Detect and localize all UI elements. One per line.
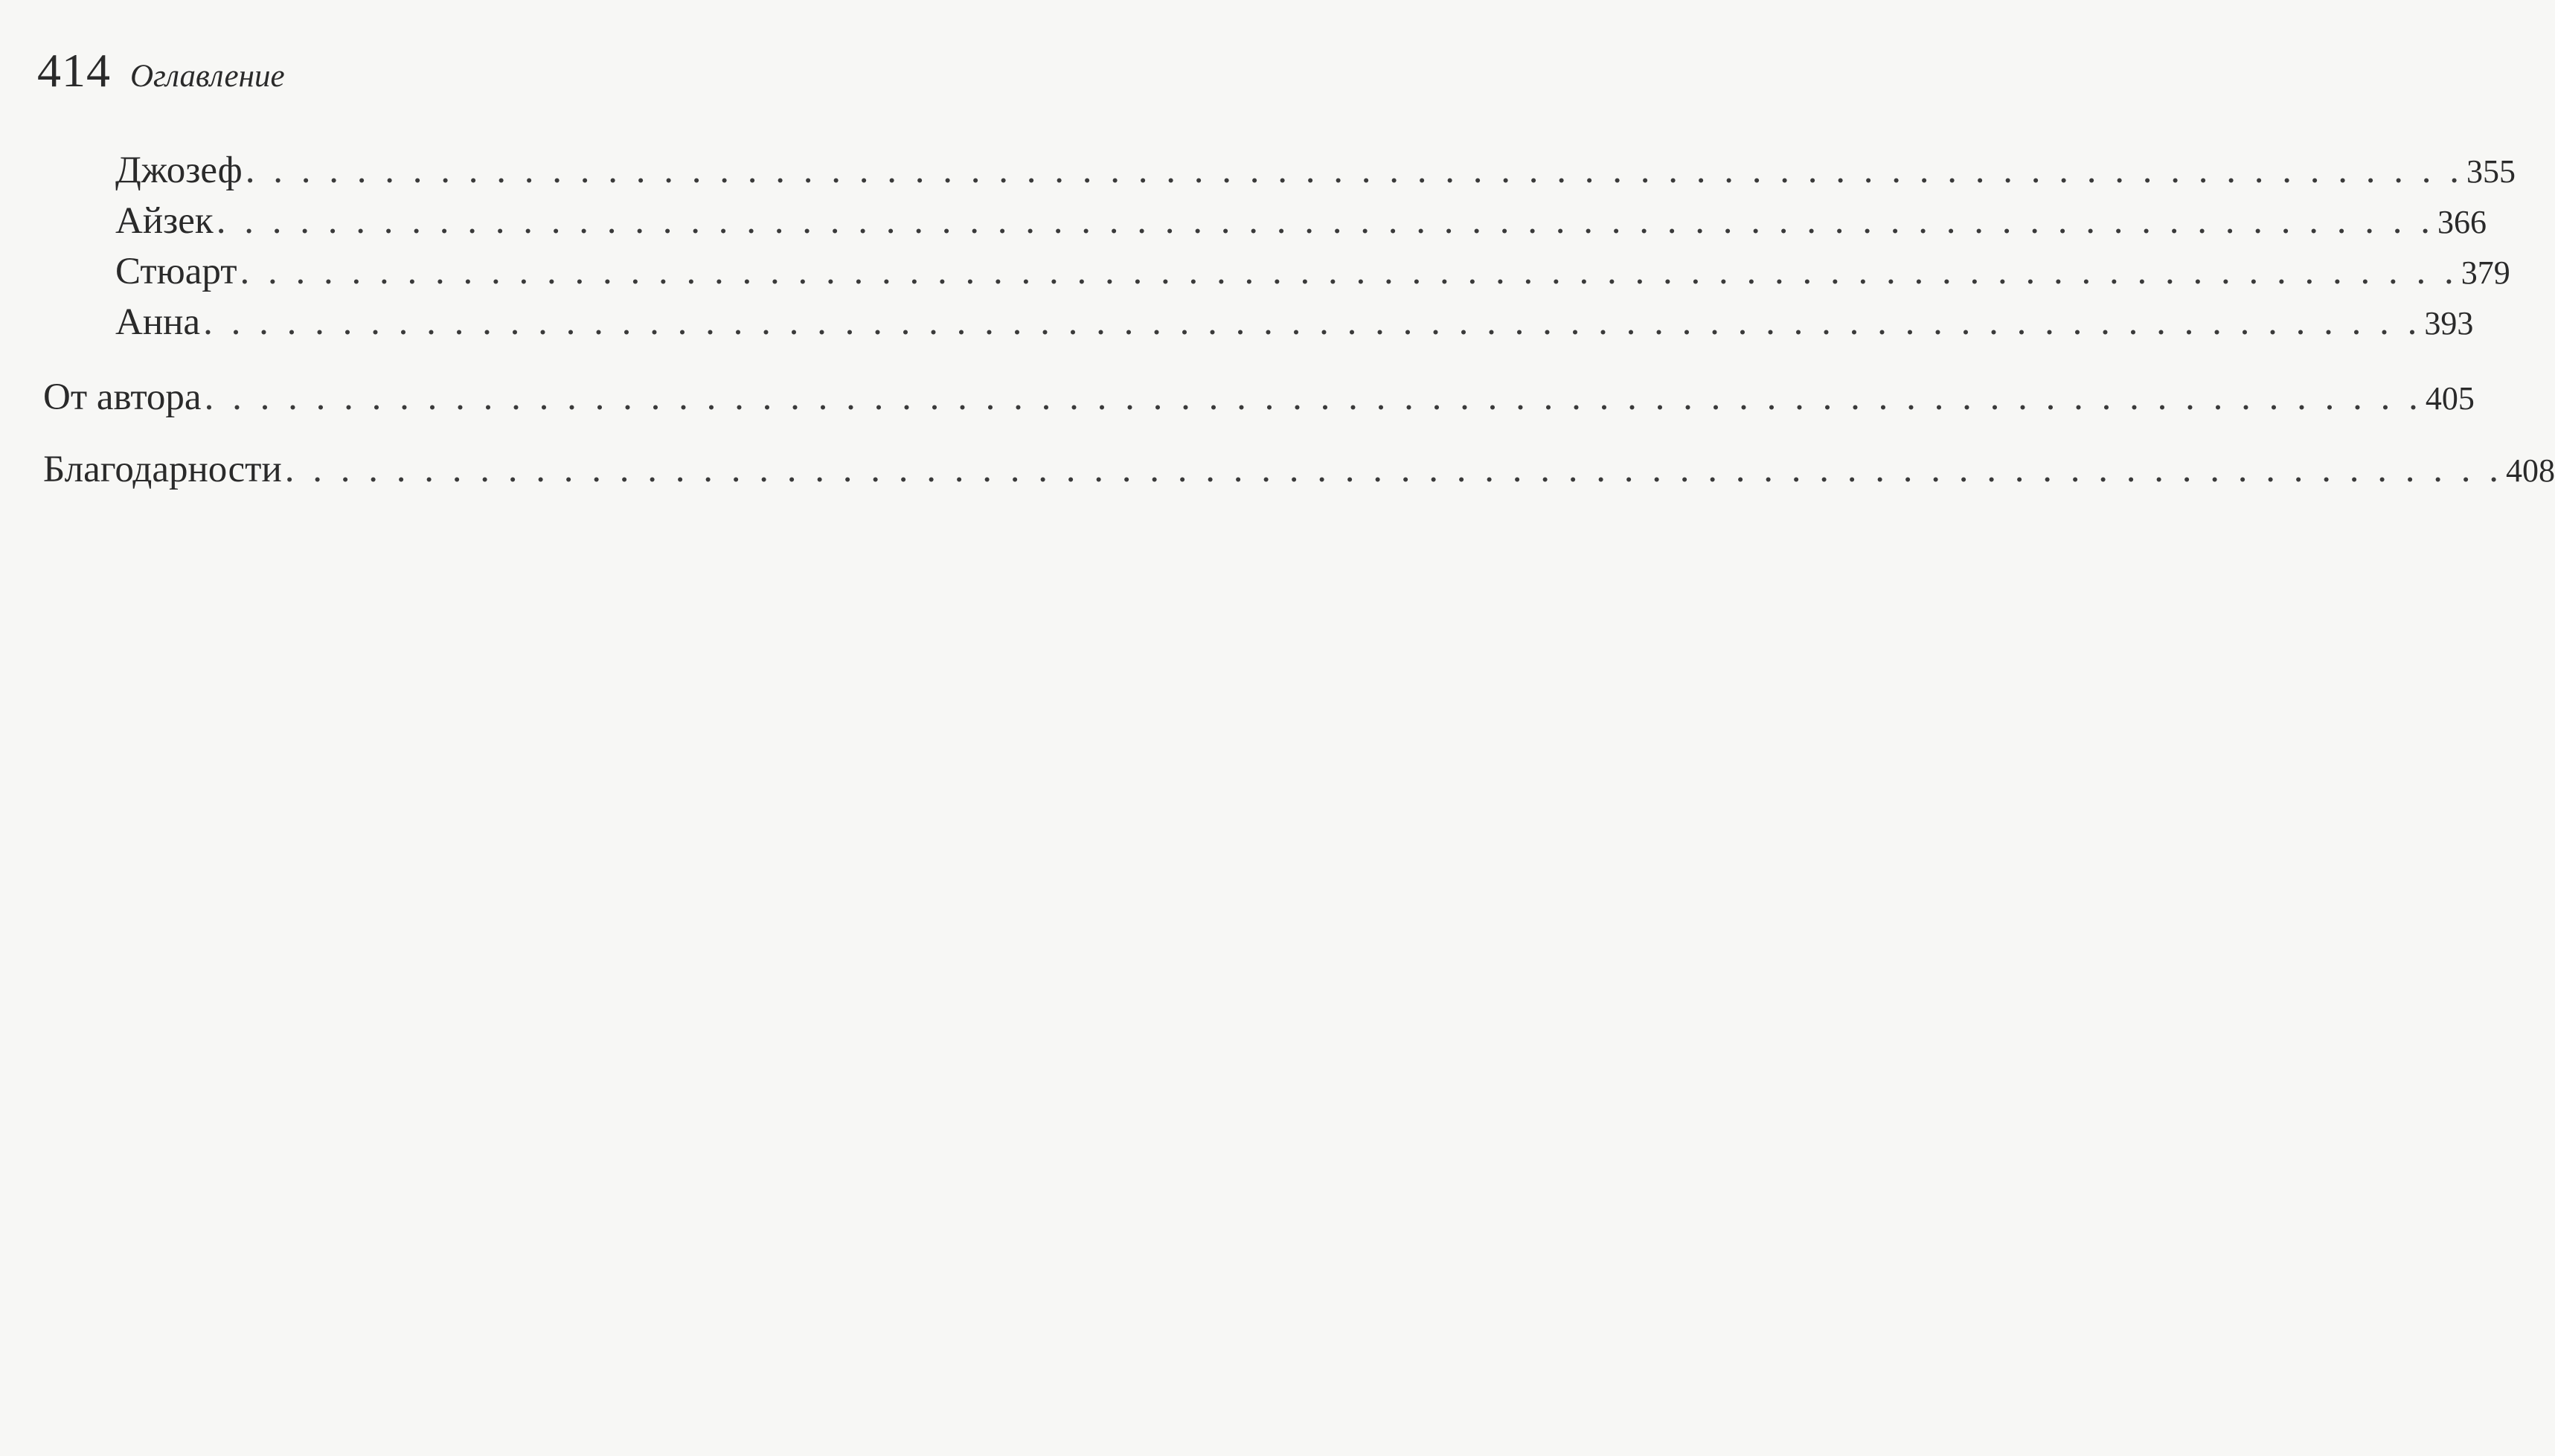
page-number: 414: [37, 44, 111, 97]
toc-entry-title: Стюарт: [115, 251, 237, 292]
dot-leader: . . . . . . . . . . . . . . . . . . . . . . . . . . . . . . . . . . . . . . . . . . . . . . . . . . . . . . . . . . . . . . . . . . . . . . . . . . . . . . . .: [216, 200, 2434, 242]
toc-entry-page: 405: [2425, 380, 2475, 417]
toc-entry-page: 408: [2506, 452, 2555, 489]
page-header: [37, 43, 285, 98]
dot-leader: . . . . . . . . . . . . . . . . . . . . . . . . . . . . . . . . . . . . . . . . . . . . . . . . . . . . . . . . . . . . . . . . . . . . . . . . . . . . . . . .: [204, 376, 2423, 418]
toc-entry-title: Джозеф: [115, 150, 243, 191]
dot-leader: . . . . . . . . . . . . . . . . . . . . . . . . . . . . . . . . . . . . . . . . . . . . . . . . . . . . . . . . . . . . . . . . . . . . . . . . . . . . . . . .: [245, 150, 2463, 191]
toc-entry-title: Благодарности: [43, 449, 282, 490]
toc-entry-page: 366: [2437, 204, 2487, 240]
toc-entry: [43, 448, 2555, 491]
toc-entry-title: Анна: [115, 301, 201, 343]
toc-entry-title: Айзек: [115, 200, 214, 242]
toc-entry-page: 379: [2461, 254, 2510, 291]
running-title: Оглавление: [130, 59, 285, 94]
toc-entry: [115, 199, 2487, 243]
dot-leader: . . . . . . . . . . . . . . . . . . . . . . . . . . . . . . . . . . . . . . . . . . . . . . . . . . . . . . . . . . . . . . . . . . . . . . . . . . . . . . . .: [284, 449, 2503, 490]
toc-entry: [115, 149, 2516, 192]
toc-entry: [115, 301, 2474, 344]
toc-entry-page: 393: [2424, 305, 2474, 341]
toc-entry: [115, 250, 2510, 293]
toc-entry-page: 355: [2466, 153, 2516, 190]
toc-entry: [43, 376, 2475, 419]
dot-leader: . . . . . . . . . . . . . . . . . . . . . . . . . . . . . . . . . . . . . . . . . . . . . . . . . . . . . . . . . . . . . . . . . . . . . . . . . . . . . . . .: [240, 251, 2458, 292]
toc-entry-title: От автора: [43, 376, 202, 418]
dot-leader: . . . . . . . . . . . . . . . . . . . . . . . . . . . . . . . . . . . . . . . . . . . . . . . . . . . . . . . . . . . . . . . . . . . . . . . . . . . . . . . .: [203, 301, 2422, 343]
